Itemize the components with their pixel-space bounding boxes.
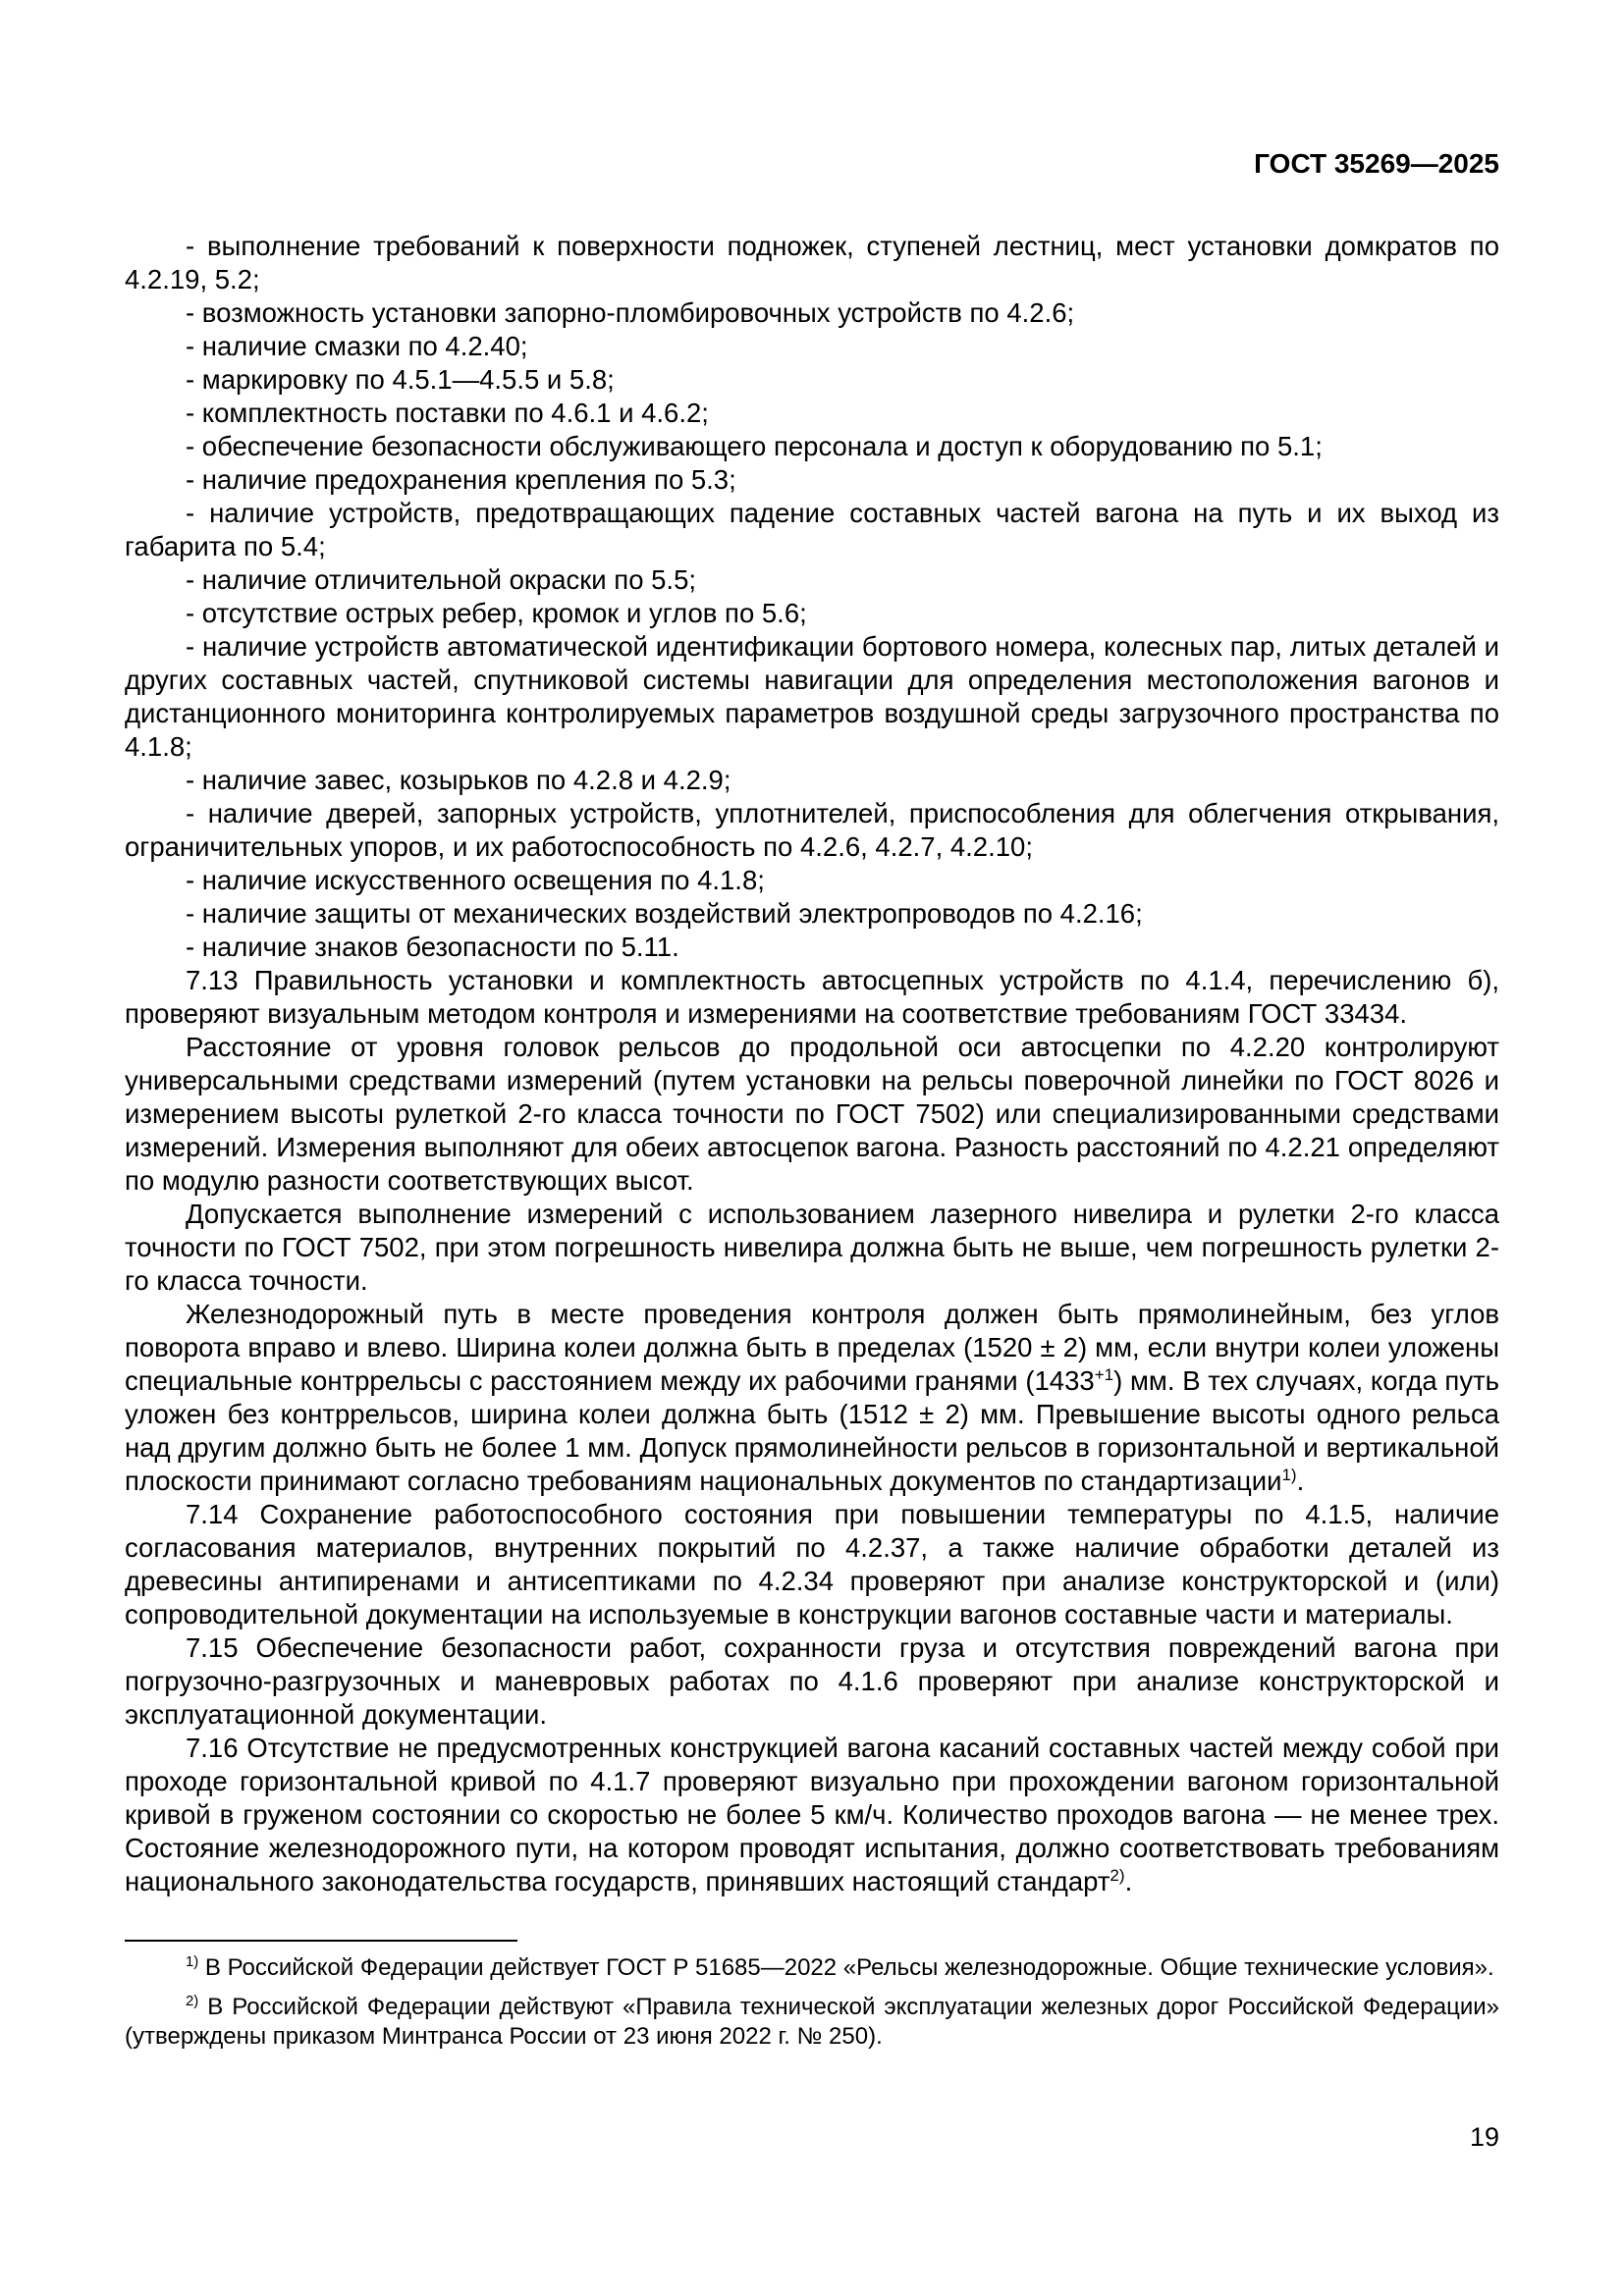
doc-code-header: ГОСТ 35269—2025 bbox=[1254, 148, 1499, 179]
text-segment: Железнодорожный путь в месте проведения контроля должен быть прямолинейным, без углов поворота вправо и влево. Ширина колеи должна быть в пределах (1520 ± 2) мм, если внутри колеи уложены специальные контррельсы с расстоянием между их рабочими гранями (1433 bbox=[125, 1299, 1499, 1396]
document-body bbox=[125, 230, 1499, 1898]
bullet-item: - выполнение требований к поверхности подножек, ступеней лестниц, мест установки домкратов по 4.2.19, 5.2; bbox=[125, 231, 1499, 294]
bullet-item: - возможность установки запорно-пломбировочных устройств по 4.2.6; bbox=[186, 297, 1075, 328]
footnote-1-text: В Российской Федерации действует ГОСТ Р 51685—2022 «Рельсы железнодорожные. Общие технические условия». bbox=[198, 1954, 1494, 1981]
page-content bbox=[125, 147, 1499, 2061]
paragraph-coupler-distance: Расстояние от уровня головок рельсов до продольной оси автосцепки по 4.2.20 контролируют универсальными средствами измерений (путем установки на рельсы поверочной линейки по ГОСТ 8026 и измерением высоты рулеткой 2-го класса точности по ГОСТ 7502) или специализированными средствами измерений. Измерения выполняют для обеих автосцепок вагона. Разность расстояний по 4.2.21 определяют по модулю разности соответствующих высот. bbox=[125, 1032, 1499, 1196]
bullet-item: - наличие смазки по 4.2.40; bbox=[186, 331, 528, 361]
bullet-item: - наличие устройств автоматической идентификации бортового номера, колесных пар, литых деталей и других составных частей, спутниковой системы навигации для определения местоположения вагонов и дистанционного мониторинга контролируемых параметров воздушной среды загрузочного пространства по 4.1.8; bbox=[125, 631, 1499, 762]
footnote-ref-2: 2) bbox=[1110, 1865, 1125, 1885]
bullet-item: - отсутствие острых ребер, кромок и углов по 5.6; bbox=[186, 598, 807, 628]
bullet-item: - наличие отличительной окраски по 5.5; bbox=[186, 564, 697, 595]
footnote-separator bbox=[125, 1940, 517, 1942]
bullet-item: - наличие предохранения крепления по 5.3; bbox=[186, 464, 736, 495]
page-number: 19 bbox=[1469, 2122, 1499, 2152]
text-segment: 7.16 Отсутствие не предусмотренных конструкцией вагона касаний составных частей между собой при проходе горизонтальной кривой по 4.1.7 проверяют визуально при прохождении вагоном горизонтальной кривой в груженом состоянии со скоростью не более 5 км/ч. Количество проходов вагона — не менее трех. Состояние железнодорожного пути, на котором проводят испытания, должно соответствовать требованиям национального законодательства государств, принявших настоящий стандарт bbox=[125, 1733, 1499, 1896]
bullet-item: - маркировку по 4.5.1—4.5.5 и 5.8; bbox=[186, 364, 615, 395]
footnote-2-marker: 2) bbox=[186, 1994, 199, 2009]
footnote-2-text: В Российской Федерации действуют «Правила технической эксплуатации железных дорог Российской Федерации» (утверждены приказом Минтранса России от 23 июня 2022 г. № 250). bbox=[125, 1994, 1499, 2050]
tolerance-superscript: +1 bbox=[1094, 1364, 1114, 1384]
footnote-1-marker: 1) bbox=[186, 1954, 199, 1970]
text-segment: . bbox=[1124, 1866, 1133, 1896]
paragraph-7-15: 7.15 Обеспечение безопасности работ, сохранности груза и отсутствия повреждений вагона при погрузочно-разгрузочных и маневровых работах по 4.1.6 проверяют при анализе конструкторской и эксплуатационной документации. bbox=[125, 1632, 1499, 1730]
text-segment: . bbox=[1296, 1466, 1305, 1496]
bullet-item: - комплектность поставки по 4.6.1 и 4.6.2; bbox=[186, 398, 709, 428]
bullet-item: - наличие дверей, запорных устройств, уплотнителей, приспособления для облегчения открывания, ограничительных упоров, и их работоспособность по 4.2.6, 4.2.7, 4.2.10; bbox=[125, 798, 1499, 862]
paragraph-7-16 bbox=[125, 1732, 1499, 1898]
footnote-ref-1: 1) bbox=[1281, 1465, 1297, 1484]
bullet-item: - обеспечение безопасности обслуживающего персонала и доступ к оборудованию по 5.1; bbox=[186, 431, 1323, 461]
bullet-item: - наличие завес, козырьков по 4.2.8 и 4.2.9; bbox=[186, 765, 731, 795]
paragraph-track-requirements bbox=[125, 1298, 1499, 1498]
bullet-item: - наличие знаков безопасности по 5.11. bbox=[186, 932, 679, 962]
footnote-2 bbox=[125, 1993, 1499, 2052]
text-segment: ) мм. В тех случаях, когда путь уложен без контррельсов, ширина колеи должна быть (1512 ± 2) мм. Превышение высоты одного рельса над другим должно быть не более 1 мм. Допуск прямолинейности рельсов в горизонтальной и вертикальной плоскости принимают согласно требованиям национальных документов по стандартизации bbox=[125, 1365, 1499, 1496]
paragraph-7-14: 7.14 Сохранение работоспособного состояния при повышении температуры по 4.1.5, наличие согласования материалов, внутренних покрытий по 4.2.37, а также наличие обработки деталей из древесины антипиренами и антисептиками по 4.2.34 проверяют при анализе конструкторской и (или) сопроводительной документации на используемые в конструкции вагонов составные части и материалы. bbox=[125, 1499, 1499, 1629]
bullet-item: - наличие устройств, предотвращающих падение составных частей вагона на путь и их выход из габарита по 5.4; bbox=[125, 498, 1499, 561]
footnote-1 bbox=[125, 1953, 1499, 1983]
bullet-item: - наличие искусственного освещения по 4.1.8; bbox=[186, 865, 765, 895]
paragraph-7-13: 7.13 Правильность установки и комплектность автосцепных устройств по 4.1.4, перечислению б), проверяют визуальным методом контроля и измерениями на соответствие требованиям ГОСТ 33434. bbox=[125, 965, 1499, 1029]
paragraph-laser-level: Допускается выполнение измерений с использованием лазерного нивелира и рулетки 2-го класса точности по ГОСТ 7502, при этом погрешность нивелира должна быть не выше, чем погрешность рулетки 2-го класса точности. bbox=[125, 1199, 1499, 1296]
footnotes-section bbox=[125, 1940, 1499, 2052]
bullet-item: - наличие защиты от механических воздействий электропроводов по 4.2.16; bbox=[186, 898, 1143, 929]
